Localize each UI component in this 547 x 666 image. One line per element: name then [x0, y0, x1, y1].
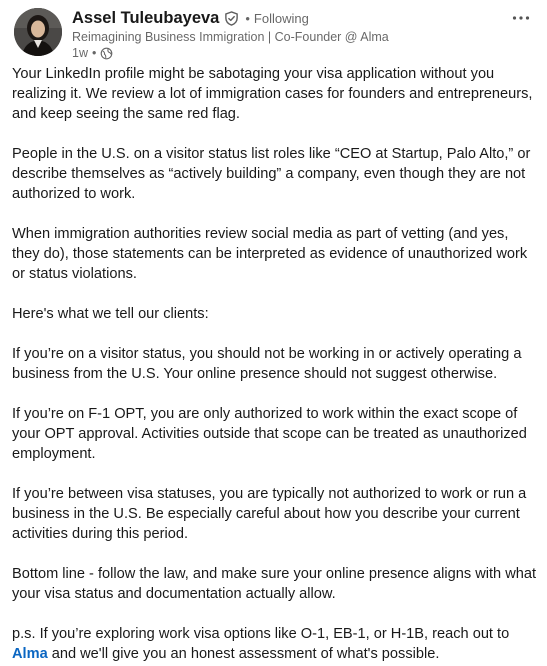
- post-body: [12, 64, 540, 664]
- alma-mention-link[interactable]: Alma: [12, 646, 48, 662]
- following-status[interactable]: Following: [253, 10, 309, 26]
- post-paragraph: Your LinkedIn profile might be sabotaging your visa application without you realizing it. We review a lot of immigration cases for founders and entrepreneurs, and keep seeing the same red flag.: [12, 66, 533, 122]
- post-header: [14, 8, 534, 58]
- author-meta: [72, 8, 512, 61]
- author-avatar[interactable]: [14, 8, 62, 56]
- author-headline: Reimagining Business Immigration | Co-Founder @ Alma: [72, 30, 389, 44]
- author-name-row: [72, 8, 512, 28]
- post-age[interactable]: 1w: [72, 46, 88, 60]
- ps-text-after: and we'll give you an honest assessment of what's possible.: [47, 646, 440, 662]
- post-paragraph: When immigration authorities review social media as part of vetting (and yes, they do), those statements can be interpreted as evidence of unauthorized work or status violations.: [12, 226, 528, 282]
- more-options-button[interactable]: [508, 8, 534, 28]
- post-paragraph: If you’re on a visitor status, you should not be working in or actively operating a business from the U.S. Your online presence should not suggest otherwise.: [12, 346, 522, 382]
- post-paragraph: Here's what we tell our clients:: [12, 306, 209, 322]
- post-ps-paragraph: [12, 624, 540, 664]
- follow-separator: •: [245, 10, 250, 26]
- time-separator: •: [91, 46, 97, 60]
- verified-shield-icon: [224, 11, 239, 26]
- post-timestamp-row: [72, 46, 512, 61]
- post-paragraph: If you’re on F-1 OPT, you are only authorized to work within the exact scope of your OPT approval. Activities outside that scope can be treated as unauthorized employment.: [12, 406, 527, 462]
- globe-icon: [100, 47, 113, 60]
- post-paragraph: Bottom line - follow the law, and make sure your online presence aligns with what your visa status and documentation actually allow.: [12, 566, 537, 602]
- post-paragraph: If you’re between visa statuses, you are typically not authorized to work or run a business in the U.S. Be especially careful about how you describe your current activities during this period.: [12, 486, 527, 542]
- profile-photo-icon: [14, 8, 62, 56]
- ellipsis-icon: [512, 15, 530, 21]
- ps-text-before: p.s. If you’re exploring work visa options like O-1, EB-1, or H-1B, reach out to: [12, 626, 510, 642]
- author-name[interactable]: Assel Tuleubayeva: [72, 8, 220, 27]
- post-paragraph: People in the U.S. on a visitor status list roles like “CEO at Startup, Palo Alto,” or describe themselves as “actively building” a company, even though they are not authorized to work.: [12, 146, 531, 202]
